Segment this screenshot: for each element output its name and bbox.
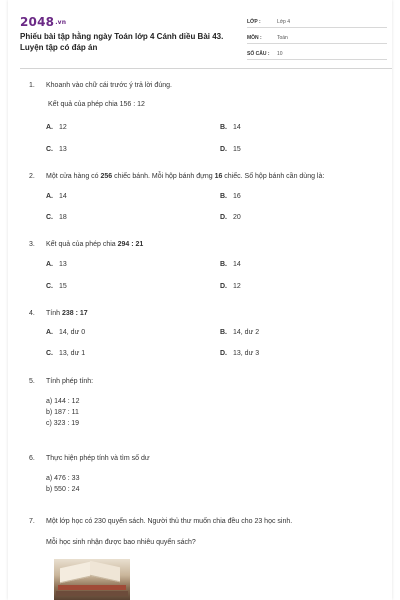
option-text: 18 xyxy=(59,214,67,221)
option-c[interactable] xyxy=(46,146,67,153)
option-letter: C. xyxy=(46,350,53,357)
meta-row-subject xyxy=(247,29,387,44)
question-number: 6. xyxy=(29,455,35,462)
option-letter: B. xyxy=(220,329,227,336)
exercise-item: c) 323 : 19 xyxy=(46,420,80,427)
option-letter: A. xyxy=(46,193,53,200)
worksheet-meta xyxy=(247,13,387,61)
question-number: 4. xyxy=(29,310,35,317)
worksheet-page xyxy=(8,0,392,600)
meta-value: Toán xyxy=(277,35,288,41)
option-d[interactable] xyxy=(220,350,259,357)
question-text: Tính 238 : 17 xyxy=(46,310,88,317)
option-b[interactable] xyxy=(220,124,241,131)
option-a[interactable] xyxy=(46,124,67,131)
worksheet-header xyxy=(8,0,392,68)
question-4 xyxy=(8,310,392,357)
option-letter: A. xyxy=(46,329,53,336)
exercise-item: b) 550 : 24 xyxy=(46,486,80,493)
option-c[interactable] xyxy=(46,214,67,221)
question-2 xyxy=(8,173,392,221)
option-text: 13, dư 1 xyxy=(59,350,86,357)
option-c[interactable] xyxy=(46,283,67,290)
question-text: Thực hiện phép tính và tìm số dư xyxy=(46,455,150,462)
option-text: 12 xyxy=(59,124,67,131)
meta-value: Lớp 4 xyxy=(277,19,291,25)
question-number: 5. xyxy=(29,378,35,385)
option-d[interactable] xyxy=(220,283,241,290)
option-b[interactable] xyxy=(220,261,241,268)
question-text: Kết quả của phép chia 294 : 21 xyxy=(46,241,144,248)
book-page xyxy=(90,561,120,582)
meta-label: SỐ CÂU : xyxy=(247,51,270,57)
question-5 xyxy=(8,378,392,427)
option-text: 15 xyxy=(59,283,67,290)
book-stack xyxy=(56,591,128,596)
question-number: 3. xyxy=(29,241,35,248)
option-letter: D. xyxy=(220,214,227,221)
worksheet-title: Phiếu bài tập hằng ngày Toán lớp 4 Cánh diều Bài 43. Luyện tập có đáp án xyxy=(20,32,224,52)
meta-value: 10 xyxy=(277,51,283,57)
option-letter: C. xyxy=(46,283,53,290)
option-d[interactable] xyxy=(220,146,241,153)
option-text: 14 xyxy=(233,261,241,268)
book-stack xyxy=(58,585,126,590)
question-6 xyxy=(8,455,392,493)
question-subtext: Mỗi học sinh nhận được bao nhiêu quyển sách? xyxy=(46,539,196,546)
option-text: 14 xyxy=(59,193,67,200)
header-divider xyxy=(20,68,392,69)
option-letter: C. xyxy=(46,146,53,153)
option-text: 16 xyxy=(233,193,241,200)
question-subtext: Kết quả của phép chia 156 : 12 xyxy=(48,101,145,108)
question-3 xyxy=(8,241,392,290)
option-d[interactable] xyxy=(220,214,241,221)
option-text: 13 xyxy=(59,146,67,153)
option-text: 20 xyxy=(233,214,241,221)
exercise-item: b) 187 : 11 xyxy=(46,409,79,416)
option-text: 13, dư 3 xyxy=(233,350,260,357)
logo-text: 2048 xyxy=(20,15,55,29)
option-text: 14, dư 0 xyxy=(59,329,86,336)
option-a[interactable] xyxy=(46,261,67,268)
books-photo xyxy=(54,559,130,600)
question-text: Tính phép tính: xyxy=(46,378,94,385)
option-letter: C. xyxy=(46,214,53,221)
option-letter: A. xyxy=(46,124,53,131)
site-logo[interactable] xyxy=(20,15,66,29)
option-text: 15 xyxy=(233,146,241,153)
option-c[interactable] xyxy=(46,350,85,357)
question-7 xyxy=(8,518,392,546)
option-letter: D. xyxy=(220,146,227,153)
option-a[interactable] xyxy=(46,193,67,200)
option-text: 14, dư 2 xyxy=(233,329,260,336)
option-letter: A. xyxy=(46,261,53,268)
question-1 xyxy=(8,82,392,153)
option-a[interactable] xyxy=(46,329,85,336)
meta-row-class xyxy=(247,13,387,28)
option-letter: B. xyxy=(220,261,227,268)
meta-row-count xyxy=(247,45,387,60)
option-text: 12 xyxy=(233,283,241,290)
question-number: 1. xyxy=(29,82,35,89)
question-text: Một cửa hàng có 256 chiếc bánh. Mỗi hộp bánh đựng 16 chiếc. Số hộp bánh cần dùng là: xyxy=(46,173,325,180)
question-number: 2. xyxy=(29,173,35,180)
exercise-item: a) 476 : 33 xyxy=(46,475,80,482)
logo-domain: .vn xyxy=(55,19,67,26)
exercise-item: a) 144 : 12 xyxy=(46,398,80,405)
question-text: Khoanh vào chữ cái trước ý trả lời đúng. xyxy=(46,82,172,89)
option-letter: D. xyxy=(220,350,227,357)
meta-label: MÔN : xyxy=(247,35,262,41)
question-number: 7. xyxy=(29,518,35,525)
option-b[interactable] xyxy=(220,193,241,200)
option-text: 14 xyxy=(233,124,241,131)
question-text: Một lớp học có 230 quyển sách. Người thủ thư muốn chia đều cho 23 học sinh. xyxy=(46,518,293,525)
option-letter: B. xyxy=(220,193,227,200)
book-page xyxy=(60,562,90,583)
option-b[interactable] xyxy=(220,329,259,336)
option-letter: D. xyxy=(220,283,227,290)
option-text: 13 xyxy=(59,261,67,268)
option-letter: B. xyxy=(220,124,227,131)
meta-label: LỚP : xyxy=(247,19,261,25)
